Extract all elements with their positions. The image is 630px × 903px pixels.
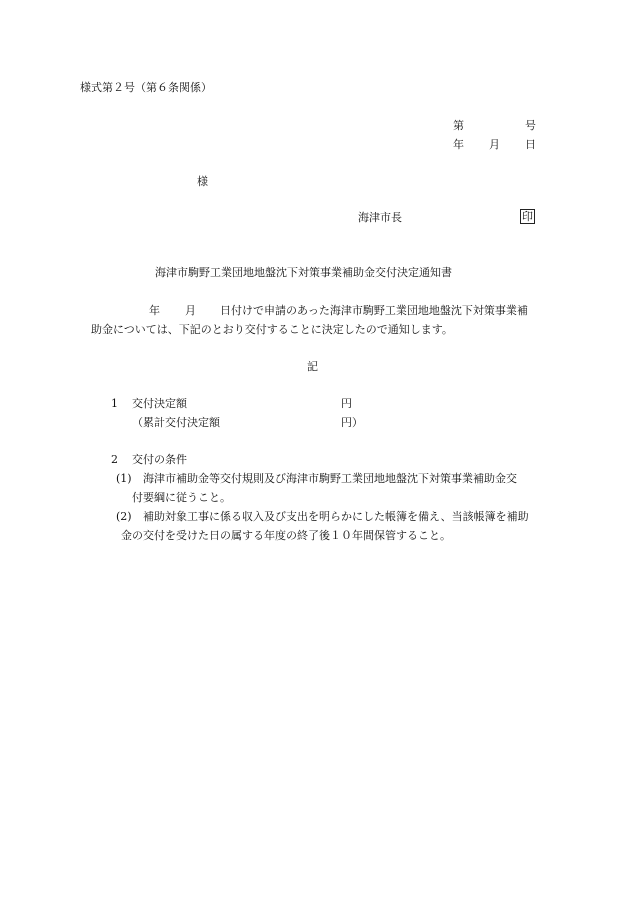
item1-number: 1 (111, 397, 118, 410)
seal-mark (520, 210, 535, 224)
item1-sub-label: （累計交付決定額 (132, 416, 220, 429)
condition2-number: (2) (116, 510, 132, 523)
condition2-line-1: 補助対象工事に係る収入及び支出を明らかにした帳簿を備え、当該帳簿を補助 (143, 510, 529, 523)
body-line-2: 助金については、下記のとおり交付することに決定したので通知します。 (91, 323, 453, 336)
doc-number-suffix: 号 (525, 119, 536, 132)
body-line-1: 日付けで申請のあった海津市駒野工業団地地盤沈下対策事業補 (220, 304, 528, 317)
item1-unit: 円 (341, 397, 352, 410)
item1-sub-unit: 円） (341, 416, 363, 429)
item1-label: 交付決定額 (132, 397, 187, 410)
addressee-honorific: 様 (197, 175, 208, 188)
condition1-line-2: 付要綱に従うこと。 (132, 491, 231, 504)
date-year: 年 (453, 138, 464, 151)
date-day: 日 (525, 138, 536, 151)
item2-label: 交付の条件 (132, 453, 187, 466)
seal-label: 印 (522, 210, 533, 223)
issuer-title: 海津市長 (358, 211, 402, 224)
item2-number: 2 (111, 453, 118, 466)
date-month: 月 (489, 138, 500, 151)
condition1-number: (1) (116, 472, 132, 485)
form-number: 様式第２号（第６条関係） (80, 81, 212, 94)
body-date-month: 月 (185, 304, 196, 317)
ki-heading: 記 (307, 360, 318, 373)
body-date-year: 年 (149, 304, 160, 317)
condition2-line-2: 金の交付を受けた日の属する年度の終了後１０年間保管すること。 (121, 529, 451, 542)
doc-number-prefix: 第 (453, 119, 464, 132)
document-title: 海津市駒野工業団地地盤沈下対策事業補助金交付決定通知書 (155, 266, 452, 279)
condition1-line-1: 海津市補助金等交付規則及び海津市駒野工業団地地盤沈下対策事業補助金交 (143, 472, 517, 485)
